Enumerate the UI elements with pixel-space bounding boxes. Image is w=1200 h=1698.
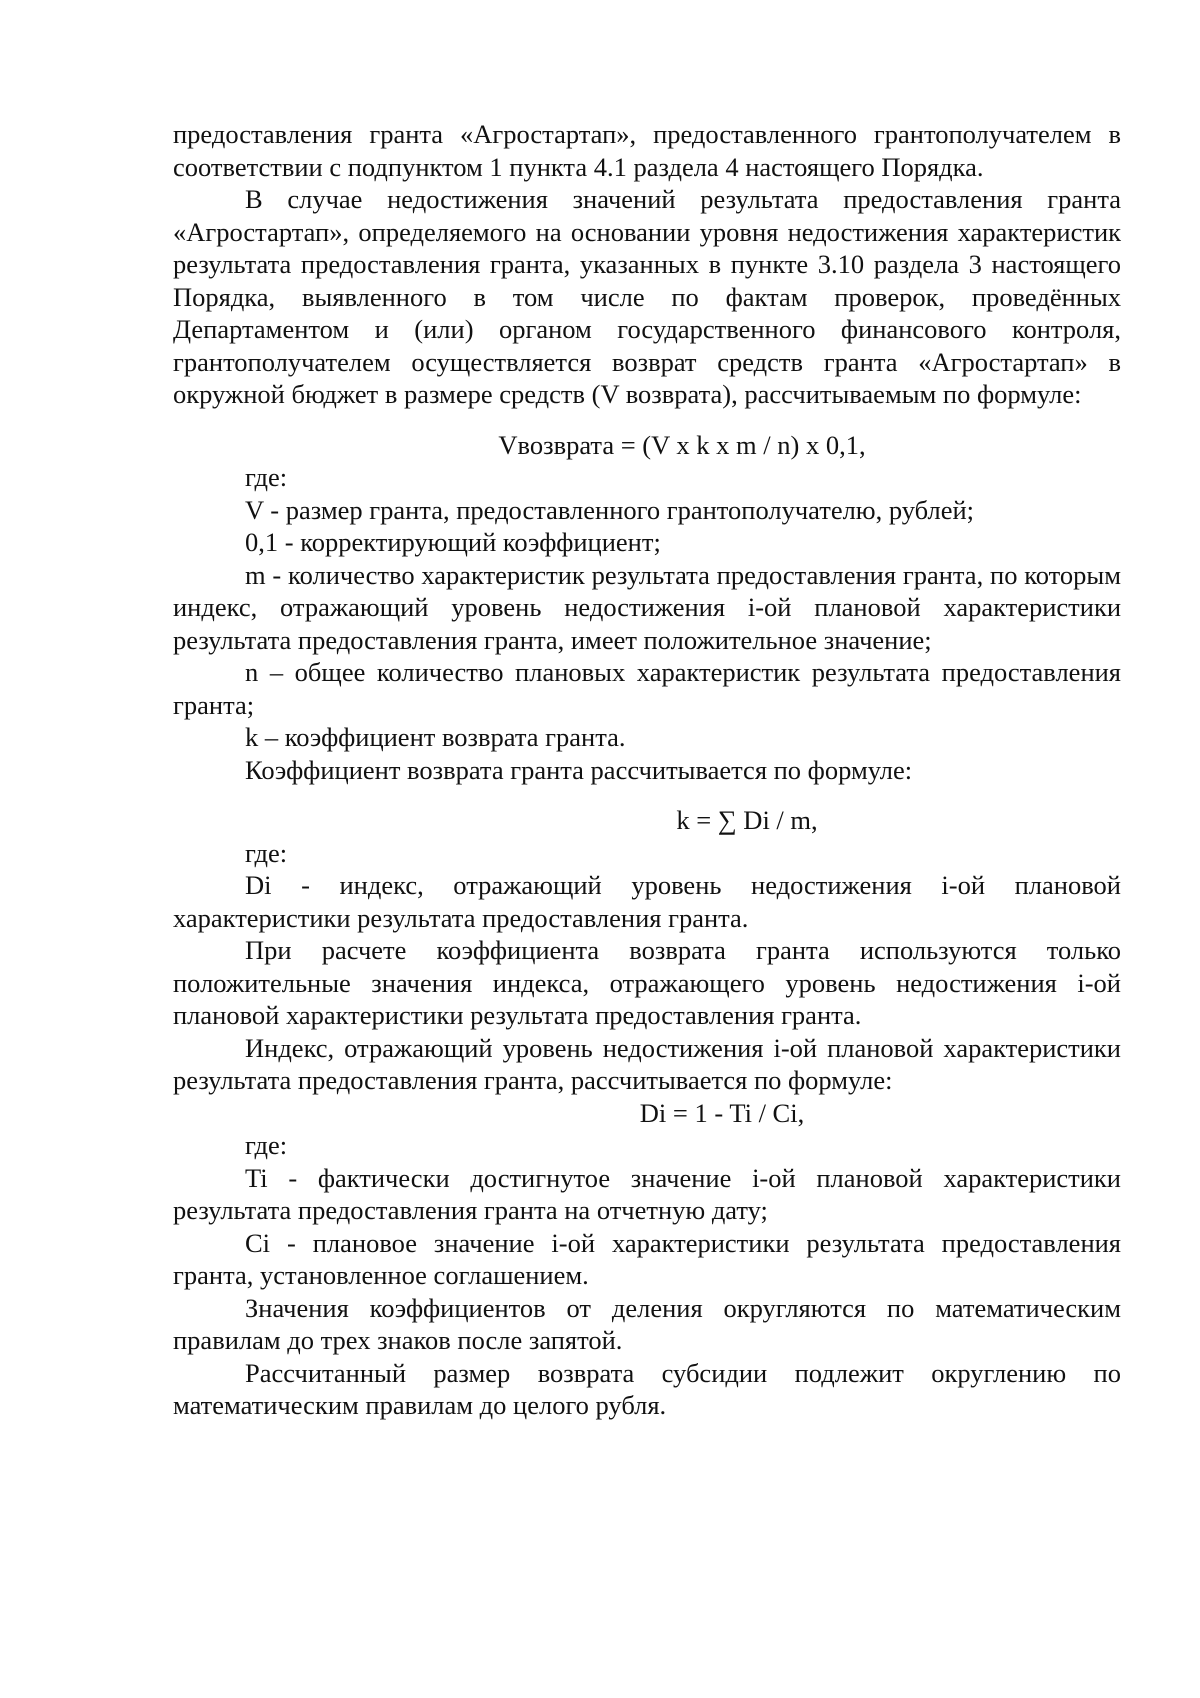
definition-m: m - количество характеристик результата предоставления гранта, по которым индекс, отражающий уровень недостижения i-ой плановой характеристики результата предоставления гранта, имеет положительное значение; bbox=[173, 559, 1121, 655]
formula-k: k = ∑ Di / m, bbox=[676, 805, 818, 835]
paragraph-grant-reference: предоставления гранта «Агростартап», предоставленного грантополучателем в соответствии с подпунктом 1 пункта 4.1 раздела 4 настоящего Порядка. bbox=[173, 119, 1121, 182]
definition-v: V - размер гранта, предоставленного грантополучателю, рублей; bbox=[245, 494, 975, 525]
paragraph-positive-values: При расчете коэффициента возврата гранта используются только положительные значения индекса, отражающего уровень недостижения i-ой плановой характеристики результата предоставления гранта. bbox=[173, 935, 1121, 1030]
definition-k: k – коэффициент возврата гранта. bbox=[245, 722, 626, 752]
document-body bbox=[173, 118, 1121, 1422]
paragraph-rounding-coefficients: Значения коэффициентов от деления округляются по математическим правилам до трех знаков после запятой. bbox=[173, 1292, 1121, 1355]
definition-correction-coefficient: 0,1 - корректирующий коэффициент; bbox=[245, 527, 661, 557]
paragraph-refund-conditions: В случае недостижения значений результата предоставления гранта «Агростартап», определяемого на основании уровня недостижения характеристик результата предоставления гранта, указанных в пункте 3.10 раздела 3 настоящего Порядка, выявленного в том числе по фактам проверок, проведённых Департаментом и (или) органом государственного финансового контроля, грантополучателем осуществляется возврат средств гранта «Агростартап» в окружной бюджет в размере средств (V возврата), рассчитываемым по формуле: bbox=[173, 184, 1121, 409]
paragraph-rounding-refund: Рассчитанный размер возврата субсидии подлежит округлению по математическим правилам до целого рубля. bbox=[173, 1357, 1121, 1420]
k-formula-intro: Коэффициент возврата гранта рассчитывается по формуле: bbox=[245, 754, 913, 785]
formula-di: Di = 1 - Ti / Ci, bbox=[639, 1097, 805, 1128]
definition-ci: Ci - плановое значение i-ой характеристики результата предоставления гранта, установленное соглашением. bbox=[173, 1227, 1121, 1290]
formula-refund-amount: Vвозврата = (V x k x m / n) x 0,1, bbox=[498, 429, 866, 460]
paragraph-index-formula-intro: Индекс, отражающий уровень недостижения i-ой плановой характеристики результата предоставления гранта, рассчитывается по формуле: bbox=[173, 1032, 1121, 1095]
where-label-2: где: bbox=[245, 837, 288, 868]
definition-ti: Ti - фактически достигнутое значение i-ой плановой характеристики результата предоставления гранта на отчетную дату; bbox=[173, 1162, 1121, 1225]
definition-di: Di - индекс, отражающий уровень недостижения i-ой плановой характеристики результата предоставления гранта. bbox=[173, 870, 1121, 933]
where-label-3: где: bbox=[245, 1130, 288, 1160]
definition-n: n – общее количество плановых характеристик результата предоставления гранта; bbox=[173, 657, 1121, 720]
where-label-1: где: bbox=[245, 462, 288, 492]
